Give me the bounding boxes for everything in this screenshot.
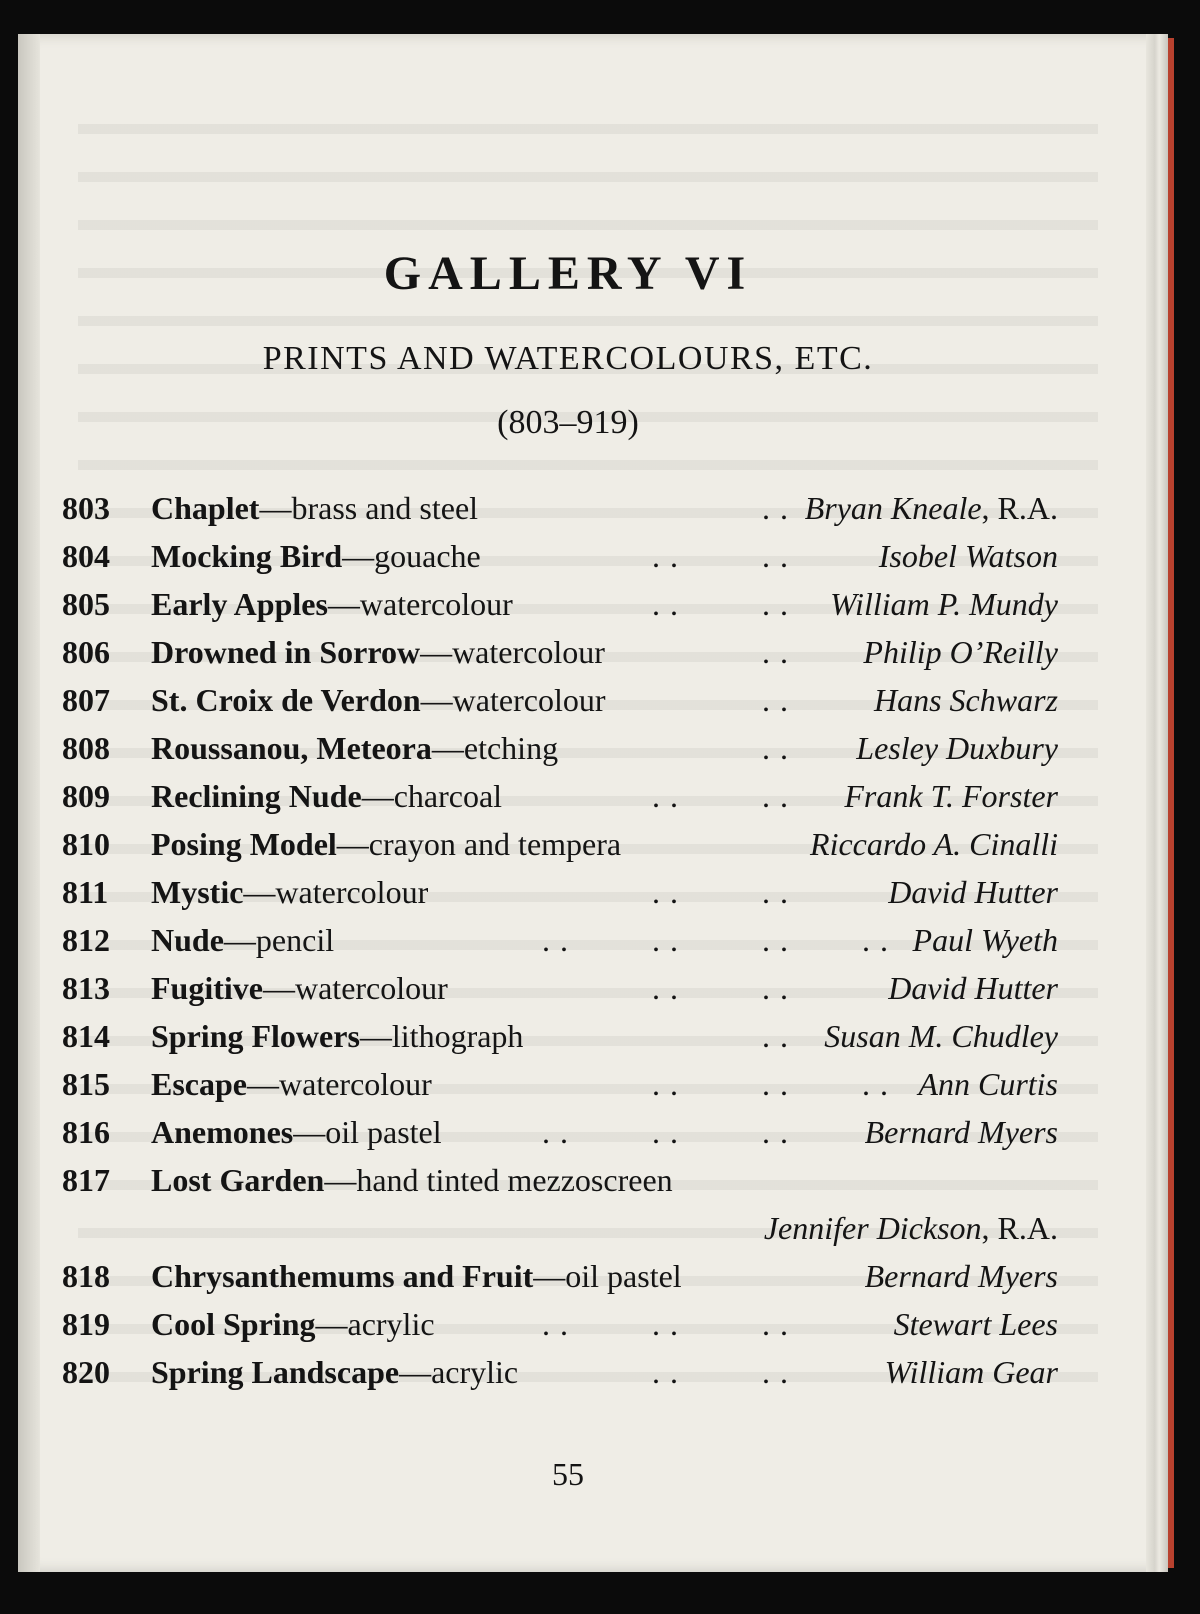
work-title: Fugitive	[151, 970, 263, 1006]
work-medium: —brass and steel	[259, 490, 479, 526]
work-description	[151, 822, 621, 866]
catalogue-number-range: (803–919)	[497, 404, 639, 441]
artist-credit	[885, 1350, 1058, 1394]
leader-dots: . .	[862, 922, 889, 958]
work-description	[151, 582, 513, 626]
catalogue-entry	[62, 1158, 1058, 1202]
catalogue-entry	[62, 822, 1058, 866]
leader-dots: . .	[762, 1018, 789, 1054]
artist-credit	[856, 726, 1058, 770]
work-title: Chaplet	[151, 490, 260, 526]
leader-dots: . .	[652, 538, 679, 574]
catalogue-number: 810	[62, 826, 110, 862]
work-medium: —lithograph	[359, 1018, 524, 1054]
artist-credit	[863, 630, 1058, 674]
leader-dots: . .	[652, 922, 679, 958]
artist-name: Jennifer Dickson	[763, 1210, 982, 1246]
work-medium: —hand tinted mezzoscreen	[324, 1162, 673, 1198]
leader-dots: . .	[652, 1306, 679, 1342]
leader-dots: . .	[652, 874, 679, 910]
artist-name: Riccardo A. Cinalli	[810, 826, 1058, 862]
artist-credit	[865, 1254, 1058, 1298]
catalogue-number: 803	[62, 490, 110, 526]
leader-dots: . .	[762, 778, 789, 814]
work-description	[151, 1158, 673, 1202]
work-description	[151, 870, 428, 914]
work-medium: —oil pastel	[293, 1114, 442, 1150]
artist-name: Stewart Lees	[893, 1306, 1058, 1342]
artist-honours: , R.A.	[981, 1210, 1058, 1246]
work-medium: —acrylic	[399, 1354, 519, 1390]
artist-credit	[874, 678, 1058, 722]
leader-dots: . .	[652, 586, 679, 622]
catalogue-number: 808	[62, 730, 110, 766]
artist-credit	[888, 966, 1058, 1010]
work-description	[151, 918, 334, 962]
leader-dots: . .	[652, 1354, 679, 1390]
artist-credit	[894, 1302, 1058, 1346]
catalogue-number: 818	[62, 1258, 110, 1294]
gallery-title: GALLERY VI	[383, 247, 753, 300]
leader-dots: . .	[762, 586, 789, 622]
catalogue-number: 817	[62, 1162, 110, 1198]
catalogue-entry	[62, 1014, 1058, 1058]
artist-name: Frank T. Forster	[844, 778, 1058, 814]
catalogue-number: 804	[62, 538, 110, 574]
catalogue-entry	[62, 1302, 1058, 1346]
artist-credit	[865, 1110, 1058, 1154]
work-medium: —etching	[431, 730, 559, 766]
catalogue-entry	[62, 1350, 1058, 1394]
work-description	[151, 774, 502, 818]
work-title: Mocking Bird	[151, 538, 343, 574]
work-title: Roussanou, Meteora	[151, 730, 432, 766]
artist-credit	[879, 534, 1058, 578]
work-description	[151, 678, 605, 722]
artist-name: Philip O’Reilly	[863, 634, 1058, 670]
catalogue-number: 805	[62, 586, 110, 622]
work-medium: —watercolour	[243, 874, 429, 910]
catalogue-number: 807	[62, 682, 110, 718]
artist-credit	[764, 1206, 1058, 1250]
catalogue-entry	[62, 534, 1058, 578]
artist-credit	[918, 1062, 1058, 1106]
work-medium: —acrylic	[315, 1306, 435, 1342]
leader-dots: . .	[762, 1114, 789, 1150]
work-description	[151, 1110, 442, 1154]
artist-name: Bernard Myers	[864, 1258, 1058, 1294]
work-description	[151, 1014, 523, 1058]
leader-dots: . .	[862, 1066, 889, 1102]
catalogue-number: 814	[62, 1018, 110, 1054]
artist-name: William P. Mundy	[830, 586, 1058, 622]
work-title: Cool Spring	[151, 1306, 316, 1342]
leader-dots: . .	[762, 1066, 789, 1102]
artist-name: David Hutter	[888, 970, 1058, 1006]
catalogue-number: 816	[62, 1114, 110, 1150]
artist-name: Susan M. Chudley	[824, 1018, 1058, 1054]
artist-name: Ann Curtis	[918, 1066, 1058, 1102]
catalogue-number: 812	[62, 922, 110, 958]
work-medium: —watercolour	[420, 634, 605, 670]
work-title: Lost Garden	[151, 1162, 325, 1198]
catalogue-entry	[62, 1062, 1058, 1106]
catalogue-entry-continuation	[62, 1206, 1058, 1250]
work-title: Chrysanthemums and Fruit	[151, 1258, 534, 1294]
catalogue-number: 811	[62, 874, 109, 910]
work-description	[151, 1302, 435, 1346]
work-title: St. Croix de Verdon	[151, 682, 421, 718]
work-title: Anemones	[151, 1114, 294, 1150]
leader-dots: . .	[652, 970, 679, 1006]
artist-credit	[913, 918, 1058, 962]
work-title: Nude	[151, 922, 224, 958]
catalogue-number: 819	[62, 1306, 110, 1342]
work-description	[151, 1062, 432, 1106]
catalogue-number: 820	[62, 1354, 110, 1390]
artist-name: Bryan Kneale	[804, 490, 982, 526]
leader-dots: . .	[762, 490, 789, 526]
work-description	[151, 726, 558, 770]
work-description	[151, 966, 448, 1010]
artist-name: David Hutter	[888, 874, 1058, 910]
work-medium: —watercolour	[247, 1066, 432, 1102]
catalogue-entry	[62, 966, 1058, 1010]
artist-credit	[805, 486, 1058, 530]
catalogue-number: 806	[62, 634, 110, 670]
work-title: Spring Flowers	[151, 1018, 360, 1054]
leader-dots: . .	[762, 1354, 789, 1390]
catalogue-number: 815	[62, 1066, 110, 1102]
page-fore-edge	[1146, 34, 1168, 1572]
work-title: Drowned in Sorrow	[151, 634, 421, 670]
catalogue-entry	[62, 918, 1058, 962]
catalogue-page	[18, 34, 1168, 1572]
artist-name: William Gear	[884, 1354, 1058, 1390]
page-number: 55	[552, 1456, 584, 1492]
catalogue-number: 809	[62, 778, 110, 814]
catalogue-entry	[62, 1254, 1058, 1298]
artist-name: Hans Schwarz	[873, 682, 1058, 718]
work-description	[151, 486, 478, 530]
leader-dots: . .	[652, 1066, 679, 1102]
artist-name: Lesley Duxbury	[856, 730, 1058, 766]
leader-dots: . .	[762, 922, 789, 958]
work-title: Mystic	[151, 874, 244, 910]
work-medium: —crayon and tempera	[336, 826, 622, 862]
leader-dots: . .	[762, 730, 789, 766]
work-description	[151, 630, 605, 674]
work-medium: —charcoal	[361, 778, 503, 814]
work-medium: —watercolour	[420, 682, 606, 718]
work-description	[151, 534, 481, 578]
artist-name: Isobel Watson	[878, 538, 1058, 574]
catalogue-entry	[62, 486, 1058, 530]
artist-name: Bernard Myers	[864, 1114, 1058, 1150]
work-description	[151, 1254, 682, 1298]
artist-credit	[810, 822, 1058, 866]
catalogue-entry	[62, 1110, 1058, 1154]
artist-credit	[888, 870, 1058, 914]
work-title: Posing Model	[151, 826, 337, 862]
work-description	[151, 1350, 518, 1394]
leader-dots: . .	[762, 1306, 789, 1342]
catalogue-number: 813	[62, 970, 110, 1006]
work-title: Reclining Nude	[151, 778, 362, 814]
leader-dots: . .	[542, 1306, 569, 1342]
catalogue-entry	[62, 870, 1058, 914]
artist-name: Paul Wyeth	[912, 922, 1058, 958]
work-title: Escape	[151, 1066, 247, 1102]
artist-honours: , R.A.	[981, 490, 1058, 526]
gallery-subtitle: PRINTS AND WATERCOLOURS, ETC.	[262, 340, 874, 377]
leader-dots: . .	[762, 538, 789, 574]
artist-credit	[830, 582, 1058, 626]
artist-credit	[824, 1014, 1058, 1058]
work-medium: —oil pastel	[533, 1258, 682, 1294]
work-medium: —pencil	[223, 922, 335, 958]
leader-dots: . .	[762, 874, 789, 910]
leader-dots: . .	[542, 922, 569, 958]
catalogue-entry	[62, 726, 1058, 770]
leader-dots: . .	[542, 1114, 569, 1150]
red-page-edge	[1168, 38, 1174, 1568]
catalogue-entry	[62, 774, 1058, 818]
leader-dots: . .	[762, 970, 789, 1006]
work-title: Spring Landscape	[151, 1354, 400, 1390]
work-medium: —watercolour	[262, 970, 448, 1006]
leader-dots: . .	[652, 1114, 679, 1150]
work-medium: —watercolour	[327, 586, 513, 622]
catalogue-entry	[62, 678, 1058, 722]
work-title: Early Apples	[151, 586, 328, 622]
leader-dots: . .	[762, 634, 789, 670]
leader-dots: . .	[762, 682, 789, 718]
artist-credit	[844, 774, 1058, 818]
catalogue-entry	[62, 582, 1058, 626]
work-medium: —gouache	[342, 538, 481, 574]
catalogue-entry	[62, 630, 1058, 674]
leader-dots: . .	[652, 778, 679, 814]
